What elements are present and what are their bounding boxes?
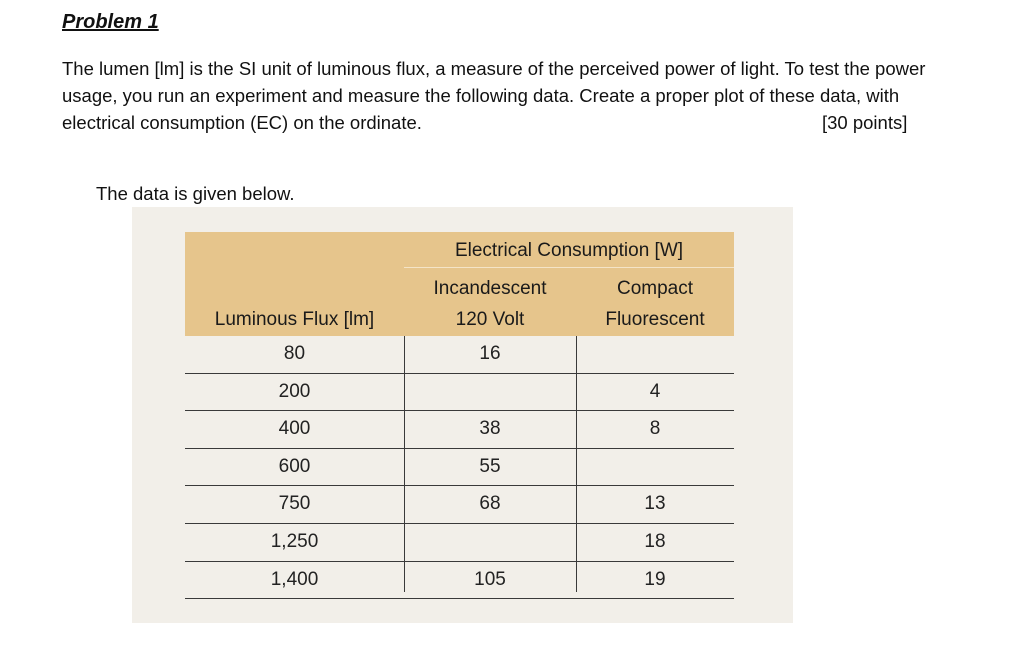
header-compact: Compact <box>616 278 694 299</box>
cell-incandescent: 68 <box>479 493 501 515</box>
table-row <box>185 562 734 600</box>
cell-incandescent: 16 <box>479 343 501 364</box>
table-row <box>185 336 734 374</box>
header-incandescent: Incandescent <box>433 278 547 299</box>
cell-compact-fluorescent: 19 <box>644 568 666 590</box>
table-row <box>185 524 734 562</box>
problem-statement-line: electrical consumption (EC) on the ordinate. <box>62 112 422 133</box>
cell-compact-fluorescent: 4 <box>649 380 661 402</box>
cell-luminous-flux: 1,250 <box>270 530 319 552</box>
cell-luminous-flux: 1,400 <box>270 568 319 590</box>
table-body <box>185 336 734 599</box>
table-row <box>185 486 734 524</box>
cell-incandescent: 105 <box>474 568 506 590</box>
problem-statement-line: The lumen [lm] is the SI unit of luminous flux, a measure of the perceived power of light. To test the power <box>62 58 926 79</box>
header-electrical-consumption: Electrical Consumption [W] <box>454 240 684 261</box>
table-row <box>185 374 734 412</box>
points-label: [30 points] <box>822 112 908 133</box>
cell-luminous-flux: 80 <box>283 343 306 364</box>
data-intro-text: The data is given below. <box>96 183 295 204</box>
problem-statement-line: usage, you run an experiment and measure the following data. Create a proper plot of these data, with <box>62 85 900 106</box>
cell-luminous-flux: 600 <box>278 455 311 477</box>
table-row <box>185 411 734 449</box>
cell-luminous-flux: 750 <box>278 493 311 515</box>
cell-luminous-flux: 200 <box>278 380 311 402</box>
table-row <box>185 449 734 487</box>
problem-title: Problem 1 <box>62 11 159 33</box>
column-divider <box>576 336 577 592</box>
cell-compact-fluorescent: 8 <box>649 418 661 440</box>
column-divider <box>404 336 405 592</box>
header-fluorescent: Fluorescent <box>605 309 705 330</box>
cell-incandescent: 38 <box>479 418 501 440</box>
header-divider <box>404 267 734 268</box>
cell-incandescent: 55 <box>479 455 501 477</box>
header-incandescent-voltage: 120 Volt <box>455 309 525 330</box>
cell-compact-fluorescent: 18 <box>644 530 666 552</box>
cell-compact-fluorescent: 13 <box>644 493 666 515</box>
header-luminous-flux: Luminous Flux [lm] <box>214 309 375 330</box>
cell-luminous-flux: 400 <box>278 418 311 440</box>
